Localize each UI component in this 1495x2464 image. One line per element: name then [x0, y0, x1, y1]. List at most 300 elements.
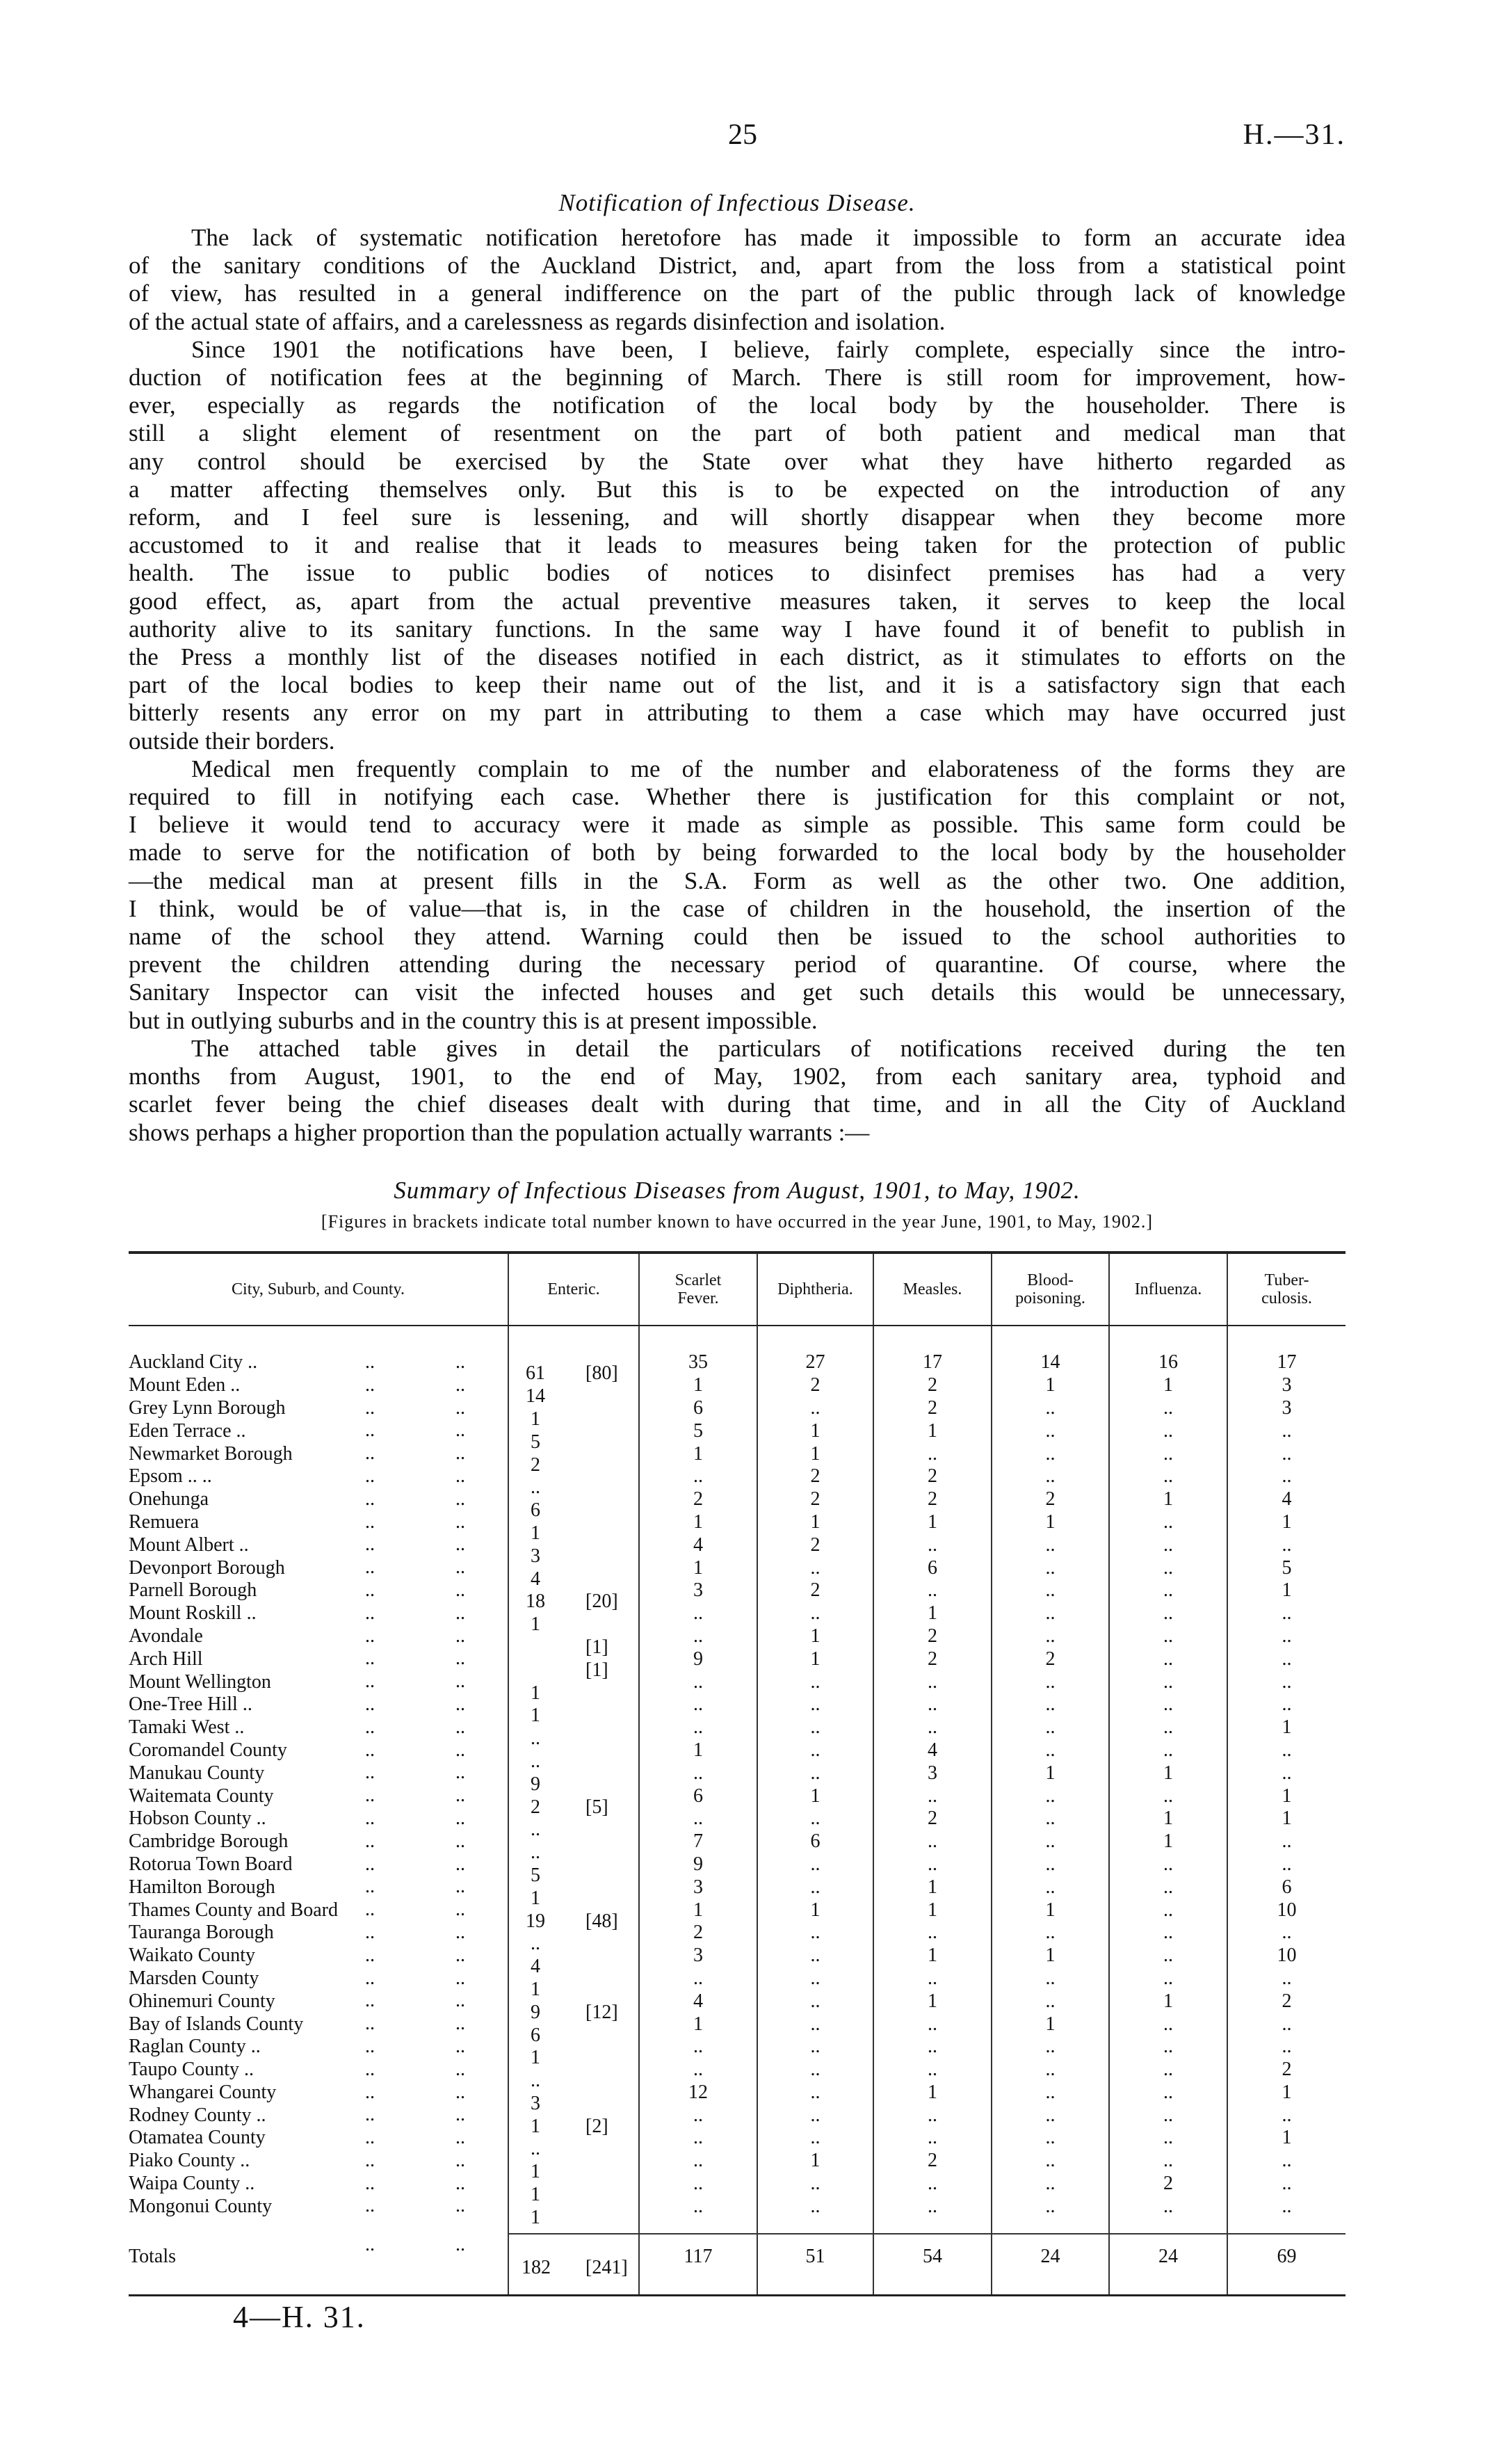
area-name-text: Epsom .. .. [129, 1465, 212, 1488]
dot-leader: .. [365, 1899, 375, 1921]
disease-value: .. [992, 1739, 1109, 1762]
text-line: prevent the children attending during the necessary period of quarantine. Of course, where the [129, 951, 1346, 979]
enteric-value: 1 [531, 2115, 540, 2137]
dot-leader: .. [365, 2081, 375, 2103]
dot-leader: .. [455, 1374, 465, 1396]
disease-value: 1 [992, 1899, 1109, 1922]
enteric-cell [508, 1488, 639, 1522]
disease-value: .. [992, 2059, 1109, 2081]
disease-value: .. [1109, 1785, 1227, 1807]
disease-value: 12 [639, 2081, 757, 2104]
disease-value: 1 [639, 1374, 757, 1397]
disease-value: .. [992, 1442, 1109, 1465]
area-name-text: Grey Lynn Borough [129, 1396, 286, 1419]
column-header: Scarlet Fever. [639, 1253, 757, 1326]
dot-leader: .. [455, 1648, 465, 1670]
area-name-text: Mount Wellington [129, 1670, 271, 1693]
enteric-year-total: [1] [585, 1659, 608, 1681]
disease-value: 3 [639, 1944, 757, 1967]
disease-value: .. [1227, 1648, 1346, 1670]
disease-value: 2 [992, 1488, 1109, 1511]
disease-value: .. [757, 2059, 873, 2081]
disease-value: .. [1227, 1830, 1346, 1853]
enteric-value: .. [531, 2138, 540, 2160]
disease-value: .. [639, 2104, 757, 2127]
enteric-value: .. [531, 1750, 540, 1772]
enteric-value: 1 [531, 1978, 540, 2000]
enteric-year-total: [241] [585, 2257, 628, 2279]
table-note: [Figures in brackets indicate total number known to have occurred in the year June, 1901, to May, 1902.] [321, 1211, 1154, 1232]
disease-value: 1 [757, 1648, 873, 1670]
area-name [129, 1967, 508, 1990]
table-row [129, 1922, 1346, 1944]
table-row [129, 1807, 1346, 1830]
dot-leader: .. [365, 1876, 375, 1898]
table-header-row [129, 1253, 1346, 1326]
enteric-value: 1 [531, 2161, 540, 2183]
enteric-value: 1 [531, 2184, 540, 2206]
disease-value: 1 [992, 1762, 1109, 1785]
table-row [129, 1739, 1346, 1762]
disease-value: 24 [992, 2234, 1109, 2279]
text-line: Since 1901 the notifications have been, I believe, fairly complete, especially since the intro- [191, 335, 1346, 363]
dot-leader: .. [455, 1579, 465, 1601]
spacer-cell [873, 1326, 992, 1351]
enteric-value: 1 [531, 1522, 540, 1544]
disease-value: .. [757, 1716, 873, 1739]
disease-value: 1 [1109, 1762, 1227, 1785]
disease-value: .. [639, 1625, 757, 1648]
spacer-cell [992, 1326, 1109, 1351]
area-name [129, 2104, 508, 2127]
dot-leader: .. [455, 2195, 465, 2217]
dot-leader: .. [455, 2149, 465, 2171]
disease-value: .. [992, 2195, 1109, 2218]
text-line: a matter affecting themselves only. But this is to be expected on the introduction of any [129, 475, 1346, 503]
disease-value: .. [1109, 2104, 1227, 2127]
column-header: Tuber- culosis. [1227, 1253, 1346, 1326]
area-name-text: Newmarket Borough [129, 1442, 293, 1465]
text-line: shows perhaps a higher proportion than the population actually warrants :— [129, 1118, 870, 1146]
disease-value: 1 [1109, 1374, 1227, 1397]
area-name [129, 1465, 508, 1488]
disease-value: .. [1109, 1397, 1227, 1420]
spacer-cell [992, 2218, 1109, 2234]
disease-value: .. [639, 1693, 757, 1716]
dot-leader: .. [365, 2172, 375, 2194]
area-name [129, 1716, 508, 1739]
enteric-value: 2 [531, 1796, 540, 1818]
disease-value: 1 [757, 1419, 873, 1442]
disease-value: .. [992, 1716, 1109, 1739]
dot-leader: .. [455, 1716, 465, 1738]
spacer-cell [1227, 2218, 1346, 2234]
enteric-cell [508, 1465, 639, 1499]
text-line: Medical men frequently complain to me of the number and elaborateness of the forms they are [191, 755, 1346, 782]
dot-leader: .. [455, 1807, 465, 1829]
disease-value: .. [873, 1693, 992, 1716]
disease-value: .. [757, 2036, 873, 2059]
dot-leader: .. [455, 1602, 465, 1624]
area-name-text: Remuera [129, 1511, 200, 1533]
disease-value: .. [1109, 1739, 1227, 1762]
enteric-value: .. [531, 2070, 540, 2092]
text-line: authority alive to its sanitary functions. In the same way I have found it of benefit to publish in [129, 615, 1346, 643]
table-row [129, 2173, 1346, 2196]
disease-value: .. [992, 1556, 1109, 1579]
text-line: reform, and I feel sure is lessening, and will shortly disappear when they become more [129, 504, 1346, 531]
disease-value: .. [992, 1397, 1109, 1420]
disease-value: .. [1227, 2013, 1346, 2036]
disease-value: .. [1109, 2059, 1227, 2081]
disease-value: 1 [1227, 1785, 1346, 1807]
disease-value: .. [992, 1533, 1109, 1556]
enteric-cell [508, 2195, 639, 2228]
dot-leader: .. [365, 1396, 375, 1419]
enteric-cell [508, 2013, 639, 2046]
disease-value: .. [873, 1579, 992, 1602]
disease-value: 1 [757, 1899, 873, 1922]
text-line: any control should be exercised by the State over what they have hitherto regarded as [129, 447, 1346, 475]
disease-value: 24 [1109, 2234, 1227, 2279]
disease-value: .. [992, 1579, 1109, 1602]
table-row [129, 1556, 1346, 1579]
disease-value: 1 [757, 2150, 873, 2173]
enteric-cell [508, 1351, 639, 1385]
enteric-cell [508, 1944, 639, 1978]
disease-value: 3 [1227, 1397, 1346, 1420]
disease-value: .. [873, 2036, 992, 2059]
enteric-cell [508, 1785, 639, 1818]
dot-leader: .. [455, 1990, 465, 2012]
disease-value: 2 [757, 1579, 873, 1602]
disease-value: .. [1109, 1556, 1227, 1579]
disease-value: .. [1227, 1967, 1346, 1990]
table-row [129, 1876, 1346, 1899]
dot-leader: .. [455, 1556, 465, 1579]
area-name [129, 1922, 508, 1944]
disease-value: 2 [757, 1533, 873, 1556]
disease-value: .. [757, 1967, 873, 1990]
dot-leader: .. [365, 1785, 375, 1807]
disease-value: 1 [639, 1556, 757, 1579]
enteric-value: 2 [531, 1454, 540, 1476]
disease-value: .. [1227, 1419, 1346, 1442]
disease-value: .. [1109, 1693, 1227, 1716]
dot-leader: .. [365, 2195, 375, 2217]
disease-value: .. [1109, 1419, 1227, 1442]
disease-value: .. [873, 1967, 992, 1990]
text-line: made to serve for the notification of both by being forwarded to the local body by the householder [129, 839, 1346, 867]
disease-value: .. [639, 1602, 757, 1625]
disease-value: .. [757, 1739, 873, 1762]
disease-value: 1 [873, 2081, 992, 2104]
paragraph [129, 336, 1346, 755]
disease-value: 2 [757, 1488, 873, 1511]
area-name [129, 1853, 508, 1876]
disease-value: 17 [1227, 1351, 1346, 1374]
table-row [129, 1716, 1346, 1739]
disease-value: .. [1227, 1762, 1346, 1785]
disease-value: 35 [639, 1351, 757, 1374]
text-line: I believe it would tend to accuracy were it made as simple as possible. This same form could be [129, 811, 1346, 839]
dot-leader: .. [455, 2172, 465, 2194]
text-line: of view, has resulted in a general indifference on the part of the public through lack of knowledge [129, 280, 1346, 307]
disease-value: .. [873, 1716, 992, 1739]
disease-value: .. [992, 1990, 1109, 2013]
disease-value: .. [992, 2104, 1109, 2127]
disease-value: .. [639, 1807, 757, 1830]
disease-value: 1 [1227, 1716, 1346, 1739]
paragraph [129, 755, 1346, 1035]
area-name-text: Cambridge Borough [129, 1830, 289, 1853]
text-line: health. The issue to public bodies of notices to disinfect premises has had a very [129, 559, 1346, 587]
disease-value: 9 [639, 1648, 757, 1670]
enteric-cell [508, 1648, 639, 1681]
disease-value: 1 [873, 1876, 992, 1899]
disease-value: .. [873, 1442, 992, 1465]
disease-value: .. [1227, 1739, 1346, 1762]
disease-value: .. [757, 2013, 873, 2036]
area-name-text: Eden Terrace .. [129, 1419, 246, 1442]
disease-value: .. [873, 2013, 992, 2036]
enteric-value: 18 [526, 1591, 545, 1613]
disease-value: .. [992, 1602, 1109, 1625]
enteric-value: 1 [531, 1705, 540, 1727]
dot-leader: .. [455, 2058, 465, 2080]
disease-value: .. [1227, 2104, 1346, 2127]
area-name [129, 1990, 508, 2013]
disease-value: .. [992, 1853, 1109, 1876]
disease-value: .. [757, 1853, 873, 1876]
dot-leader: .. [455, 1876, 465, 1898]
dot-leader: .. [365, 1648, 375, 1670]
enteric-cell [508, 1625, 639, 1658]
dot-leader: .. [365, 1625, 375, 1647]
area-name [129, 1807, 508, 1830]
area-name-text: Parnell Borough [129, 1579, 257, 1602]
disease-value: .. [1109, 2195, 1227, 2218]
disease-value: .. [639, 2127, 757, 2150]
area-name-text: Coromandel County [129, 1739, 287, 1761]
dot-leader: .. [365, 1579, 375, 1601]
enteric-value: 5 [531, 1431, 540, 1453]
disease-value: .. [873, 2195, 992, 2218]
dot-leader: .. [455, 1351, 465, 1373]
dot-leader: .. [365, 1762, 375, 1784]
disease-value: 1 [873, 1899, 992, 1922]
disease-value: .. [757, 1670, 873, 1693]
disease-value: 2 [1227, 1990, 1346, 2013]
table-row [129, 2127, 1346, 2150]
dot-leader: .. [365, 1967, 375, 1989]
disease-value: 14 [992, 1351, 1109, 1374]
dot-leader: .. [365, 1693, 375, 1715]
column-header: Enteric. [508, 1253, 639, 1326]
disease-value: .. [639, 1967, 757, 1990]
text-line: the Press a monthly list of the diseases notified in each district, as it stimulates to efforts on the [129, 643, 1346, 671]
enteric-value: .. [531, 1842, 540, 1864]
table-row [129, 2036, 1346, 2059]
enteric-value: 1 [531, 1887, 540, 1909]
enteric-cell [508, 1716, 639, 1750]
enteric-cell [508, 1762, 639, 1795]
disease-value: 1 [757, 1785, 873, 1807]
disease-value: .. [992, 2173, 1109, 2196]
area-name [129, 1876, 508, 1899]
enteric-cell [508, 1739, 639, 1772]
dot-leader: .. [455, 1465, 465, 1487]
disease-value: .. [873, 2173, 992, 2196]
enteric-cell [508, 1876, 639, 1909]
dot-leader: .. [455, 1693, 465, 1715]
area-name [129, 2195, 508, 2218]
table-row [129, 1670, 1346, 1693]
enteric-cell [508, 2173, 639, 2206]
disease-value: 1 [1109, 1807, 1227, 1830]
area-name [129, 1944, 508, 1967]
area-name-text: Mount Eden .. [129, 1374, 241, 1396]
enteric-value: 1 [531, 2206, 540, 2228]
document-code: H.—31. [1243, 119, 1346, 151]
disease-value: .. [873, 1830, 992, 1853]
disease-value: 6 [873, 1556, 992, 1579]
disease-value: .. [1109, 1533, 1227, 1556]
disease-value: .. [992, 1967, 1109, 1990]
disease-value: .. [1227, 1602, 1346, 1625]
disease-value: 54 [873, 2234, 992, 2279]
table-row [129, 2195, 1346, 2218]
dot-leader: .. [365, 1602, 375, 1624]
disease-value: .. [1227, 1922, 1346, 1944]
dot-leader: .. [365, 1830, 375, 1852]
disease-value: .. [1109, 1511, 1227, 1534]
disease-value: .. [757, 2195, 873, 2218]
dot-leader: .. [455, 1921, 465, 1943]
enteric-value: 14 [526, 1385, 545, 1408]
table-row [129, 2013, 1346, 2036]
dot-leader: .. [365, 1670, 375, 1693]
dot-leader: .. [365, 1533, 375, 1556]
enteric-cell [508, 1990, 639, 2023]
text-line: name of the school they attend. Warning could then be issued to the school authorities to [129, 923, 1346, 951]
enteric-cell [508, 2036, 639, 2069]
section-title: Notification of Infectious Disease. [558, 189, 916, 216]
disease-value: .. [1227, 1670, 1346, 1693]
enteric-cell [508, 1397, 639, 1430]
dot-leader: .. [455, 1396, 465, 1419]
disease-value: .. [1109, 1876, 1227, 1899]
dot-leader: .. [365, 1853, 375, 1875]
dot-leader: .. [365, 2035, 375, 2057]
disease-value: .. [639, 2036, 757, 2059]
spacer-cell [1227, 1326, 1346, 1351]
enteric-cell [508, 2127, 639, 2160]
disease-value: 1 [992, 1511, 1109, 1534]
table-row [129, 1419, 1346, 1442]
disease-value: .. [757, 1762, 873, 1785]
enteric-cell [508, 1807, 639, 1841]
dot-leader: .. [365, 1488, 375, 1510]
area-name-text: Tamaki West .. [129, 1716, 245, 1739]
disease-value: 10 [1227, 1899, 1346, 1922]
disease-value: 4 [873, 1739, 992, 1762]
disease-value: .. [873, 1533, 992, 1556]
column-header: Blood- poisoning. [992, 1253, 1109, 1326]
table-title: Summary of Infectious Diseases from August, 1901, to May, 1902. [394, 1177, 1081, 1204]
enteric-cell [508, 1693, 639, 1727]
dot-leader: .. [365, 2104, 375, 2126]
spacer-cell [129, 1326, 508, 1351]
area-name-text: Mongonui County [129, 2195, 273, 2217]
text-line: scarlet fever being the chief diseases dealt with during that time, and in all the City of Auckland [129, 1090, 1346, 1118]
disease-value: 1 [757, 1442, 873, 1465]
enteric-cell [508, 1556, 639, 1590]
disease-value: 1 [639, 1442, 757, 1465]
dot-leader: .. [365, 2127, 375, 2149]
column-header: Measles. [873, 1253, 992, 1326]
disease-value: .. [757, 2104, 873, 2127]
area-name [129, 2150, 508, 2173]
area-name-text: Waipa County .. [129, 2173, 255, 2195]
disease-value: 6 [1227, 1876, 1346, 1899]
table-row [129, 1374, 1346, 1397]
area-name-text: One-Tree Hill .. [129, 1693, 252, 1716]
disease-value: 4 [639, 1533, 757, 1556]
disease-value: 4 [1227, 1488, 1346, 1511]
disease-value: .. [1227, 2036, 1346, 2059]
enteric-cell [508, 1830, 639, 1864]
spacer-cell [757, 2279, 873, 2296]
dot-leader: .. [455, 2035, 465, 2057]
area-name [129, 1533, 508, 1556]
disease-value: .. [1109, 1944, 1227, 1967]
area-name [129, 2234, 508, 2279]
spacer-cell [992, 2279, 1109, 2296]
disease-value: .. [1227, 2173, 1346, 2196]
dot-leader: .. [455, 1944, 465, 1966]
area-name [129, 1374, 508, 1397]
dot-leader: .. [365, 1990, 375, 2012]
spacer-cell [639, 1326, 757, 1351]
area-name-text: Onehunga [129, 1488, 209, 1511]
dot-leader: .. [365, 1944, 375, 1966]
area-name-text: Manukau County [129, 1762, 265, 1784]
enteric-year-total: [80] [585, 1362, 618, 1385]
enteric-cell [508, 1419, 639, 1453]
table-spacer [129, 2218, 1346, 2234]
area-name [129, 1693, 508, 1716]
disease-value: 2 [873, 1807, 992, 1830]
disease-value: .. [1109, 2013, 1227, 2036]
dot-leader: .. [365, 1807, 375, 1829]
disease-value: 6 [757, 1830, 873, 1853]
area-name [129, 2013, 508, 2036]
disease-value: .. [757, 1397, 873, 1420]
enteric-cell [508, 2150, 639, 2183]
enteric-cell [508, 1602, 639, 1636]
spacer-cell [757, 1326, 873, 1351]
disease-value: .. [1109, 2127, 1227, 2150]
area-name-text: Otamatea County [129, 2127, 266, 2149]
spacer-cell [1227, 2279, 1346, 2296]
enteric-year-total: [20] [585, 1591, 618, 1613]
enteric-cell [508, 1899, 639, 1932]
disease-value: .. [757, 1990, 873, 2013]
area-name-text: Bay of Islands County [129, 2013, 304, 2035]
disease-value: .. [1227, 1465, 1346, 1488]
disease-value: 2 [639, 1488, 757, 1511]
